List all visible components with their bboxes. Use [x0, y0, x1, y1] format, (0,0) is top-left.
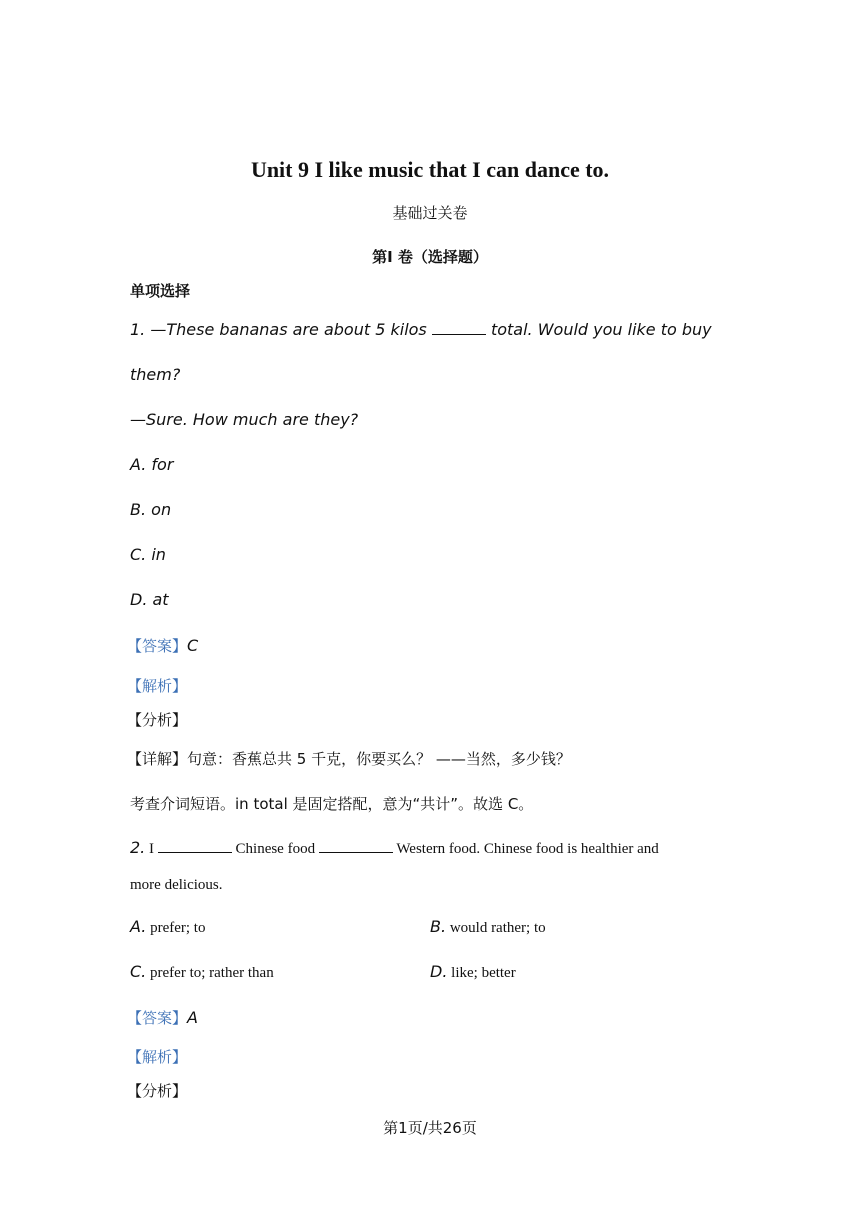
- q1-explanation: 考查介词短语。in total 是固定搭配，意为“共计”。故选 C。: [130, 795, 534, 813]
- q2-option-b: [430, 917, 546, 937]
- q2-stem-start: I: [149, 841, 155, 857]
- section-heading: 单项选择: [130, 282, 191, 300]
- q1-detail: [127, 748, 571, 769]
- document-subtitle: 基础过关卷: [392, 204, 468, 222]
- q2-blank-1: [158, 852, 232, 853]
- q2-stem-end: Western food. Chinese food is healthier and: [396, 841, 659, 857]
- q2-answer: [127, 1007, 198, 1028]
- q2-answer-value: A: [187, 1008, 198, 1027]
- page-footer: 第1页/共26页: [383, 1119, 477, 1137]
- q1-stem-line1: [130, 320, 712, 339]
- q2-option-d-letter: D.: [430, 962, 448, 981]
- q2-option-b-letter: B.: [430, 917, 447, 936]
- q2-option-a: [130, 917, 205, 937]
- q2-option-a-letter: A.: [130, 917, 147, 936]
- q1-answer: [127, 635, 198, 656]
- q2-option-c-text: prefer to; rather than: [150, 965, 274, 981]
- q1-option-c: C. in: [130, 545, 166, 564]
- q1-reply: —Sure. How much are they?: [130, 410, 359, 429]
- q2-option-b-text: would rather; to: [449, 920, 546, 936]
- q1-stem-line2: them?: [130, 365, 181, 384]
- q2-stem-line1: [130, 838, 659, 858]
- q2-option-d-text: like; better: [451, 965, 516, 981]
- q1-option-b: B. on: [130, 500, 172, 519]
- q2-answer-tag: 【答案】: [127, 1009, 188, 1027]
- q2-number: 2.: [130, 838, 146, 857]
- q2-option-c: [130, 962, 274, 982]
- q2-blank-2: [319, 852, 393, 853]
- q1-answer-value: C: [187, 636, 199, 655]
- q1-option-a: A. for: [130, 455, 174, 474]
- q2-stem-mid: Chinese food: [235, 841, 316, 857]
- q1-option-d: D. at: [130, 590, 169, 609]
- q2-analysis-tag: 【解析】: [127, 1048, 188, 1066]
- q1-answer-tag: 【答案】: [127, 637, 188, 655]
- q1-detail-text: 句意：香蕉总共 5 千克，你要买么？ ——当然，多少钱？: [187, 750, 571, 768]
- q1-blank: [432, 334, 486, 335]
- q2-option-c-letter: C.: [130, 962, 147, 981]
- q1-stem-end: total. Would you like to buy: [490, 320, 712, 339]
- q1-detail-tag: 【详解】: [127, 750, 188, 768]
- q2-fenxi-tag: 【分析】: [127, 1082, 188, 1100]
- q1-analysis-tag: 【解析】: [127, 677, 188, 695]
- volume-heading: 第I 卷（选择题）: [372, 248, 488, 266]
- document-title: Unit 9 I like music that I can dance to.: [250, 157, 610, 182]
- q1-fenxi-tag: 【分析】: [127, 711, 188, 729]
- q1-stem-start: 1. —These bananas are about 5 kilos: [130, 320, 427, 339]
- q2-option-a-text: prefer; to: [150, 920, 206, 936]
- q2-option-d: [430, 962, 516, 982]
- q2-stem-line2: more delicious.: [130, 877, 223, 893]
